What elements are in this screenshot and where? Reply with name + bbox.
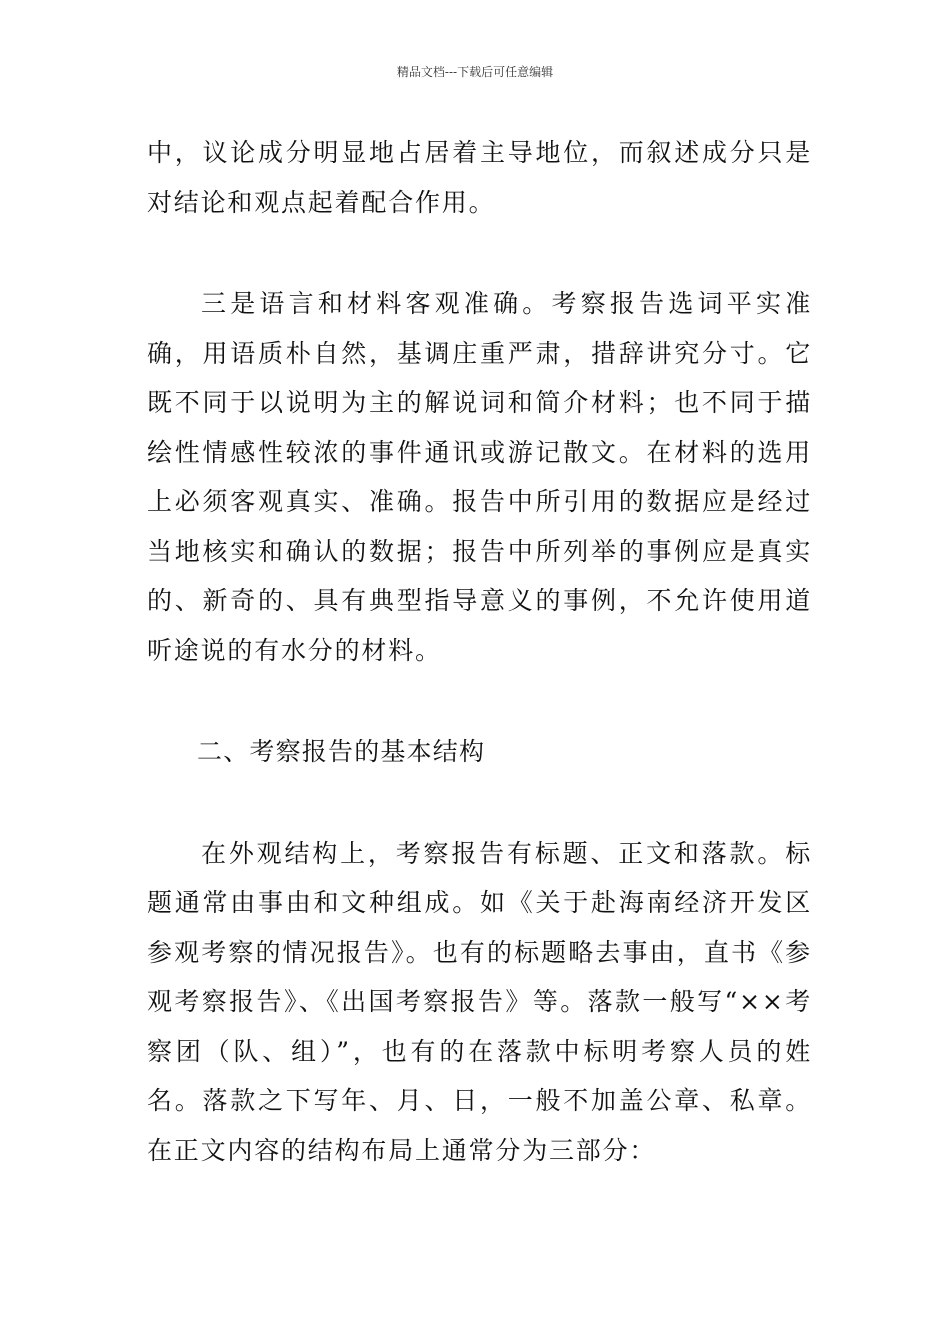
paragraph-external-structure: 在外观结构上，考察报告有标题、正文和落款。标题通常由事由和文种组成。如《关于赴海南经济开发区参观考察的情况报告》。也有的标题略去事由，直书《参观考察报告》、《出国考察报告》等。落款一般写“××考察团（队、组）”，也有的在落款中标明考察人员的姓名。落款之下写年、月、日，一般不加盖公章、私章。在正文内容的结构布局上通常分为三部分： xyxy=(147,838,812,1165)
page-header: 精品文档---下载后可任意编辑 xyxy=(396,65,554,79)
paragraph-language-objectivity: 三是语言和材料客观准确。考察报告选词平实准确，用语质朴自然，基调庄重严肃，措辞讲究分寸。它既不同于以说明为主的解说词和简介材料；也不同于描绘性情感性较浓的事件通讯或游记散文。在材料的选用上必须客观真实、准确。报告中所引用的数据应是经过当地核实和确认的数据；报告中所列举的事例应是真实的、新奇的、具有典型指导意义的事例，不允许使用道听途说的有水分的材料。 xyxy=(147,289,812,665)
paragraph-argument-dominance: 中，议论成分明显地占居着主导地位，而叙述成分只是对结论和观点起着配合作用。 xyxy=(147,138,812,217)
section-heading-basic-structure: 二、考察报告的基本结构 xyxy=(197,737,486,766)
document-body xyxy=(147,128,812,1175)
